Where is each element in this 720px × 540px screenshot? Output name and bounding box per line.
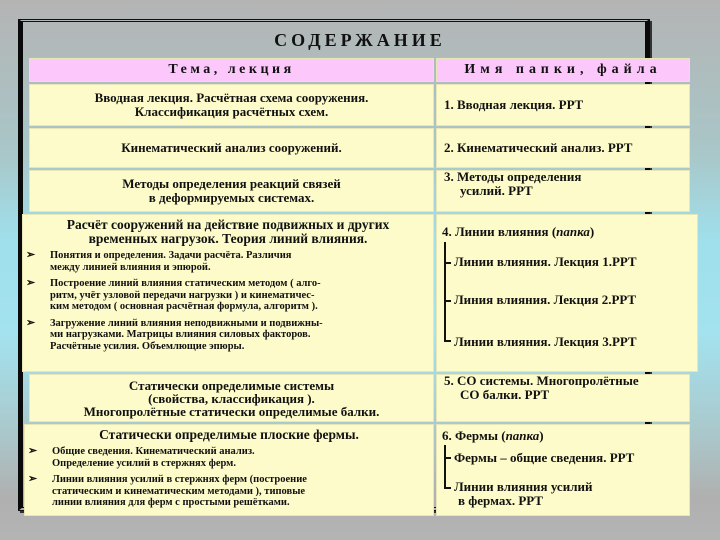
topic-line: (свойства, классификация ). [148,390,315,406]
folder-link[interactable]: 6. Фермы (папка) [442,428,544,443]
header-topic: Тема, лекция [29,58,434,82]
topic-line: Расчёт сооружений на действие подвижных и других [66,217,390,232]
bullet-list [24,446,434,514]
row-4-topic [22,214,434,372]
topic-line: Статически определимые плоские фермы. [99,427,359,442]
topic-line: Классификация расчётных схем. [134,104,329,119]
topic-line: Вводная лекция. Расчётная схема сооружения. [94,90,369,105]
bullet-item: ➢ Загружение линий влияния неподвижными и подвижны- ми нагрузками. Матрицы влияния силовых факторов. Расчётные усилия. Объемлющие эпюры. [26,316,323,352]
folder-tree-4 [436,214,698,372]
row-2-topic [29,128,434,168]
file-link[interactable]: Линия влияния. Лекция 2.PPT [454,292,637,307]
file-link[interactable]: 1. Вводная лекция. PPT [444,97,584,112]
topic-line: Многопролётные статически определимые балки. [83,403,380,419]
file-link[interactable]: в фермах. PPT [458,493,543,508]
file-link[interactable]: 3. Методы определения [444,169,582,184]
tree-tick [444,262,451,264]
folder-tree-6 [436,424,690,516]
arrowhead-bullet-icon: ➢ [28,473,38,485]
topic-line: временных нагрузок. Теория линий влияния. [88,231,368,246]
row-1-file[interactable] [436,84,690,126]
file-link[interactable]: Линии влияния. Лекция 1.PPT [454,254,637,269]
bullet-item: ➢ Общие сведения. Кинематический анализ. Определение усилий в стержнях ферм. [28,445,255,469]
row-5-topic [29,374,434,422]
topic-line: Методы определения реакций связей [122,176,341,191]
file-link[interactable]: 2. Кинематический анализ. PPT [444,140,633,155]
topic-line: Кинематический анализ сооружений. [121,140,342,155]
row-5-file[interactable] [436,374,690,422]
file-link[interactable]: Фермы – общие сведения. PPT [454,450,635,465]
bullet-list [22,250,434,357]
tree-tick [444,457,451,459]
tree-tick [444,487,451,489]
file-link[interactable]: СО балки. PPT [460,387,550,402]
row-2-file[interactable] [436,128,690,168]
arrowhead-bullet-icon: ➢ [26,316,36,329]
folder-link[interactable]: 4. Линии влияния (папка) [442,224,595,239]
tree-line [444,445,446,489]
file-link[interactable]: усилий. PPT [460,183,533,198]
arrowhead-bullet-icon: ➢ [26,277,36,289]
page-title: СОДЕРЖАНИЕ [274,30,446,50]
row-3-file[interactable] [436,170,690,212]
bullet-item: ➢ Построение линий влияния статическим методом ( алго- ритм, учёт узловой передачи нагрузки ) и кинематичес- ким методом ( основная расчётная формула, алгоритм ). [26,277,321,312]
bullet-item: ➢ Линии влияния усилий в стержнях ферм (построение статическим и кинематическим методами ), типовые линии влияния для ферм с простыми решётками. [28,473,307,508]
file-link[interactable]: 5. СО системы. Многопролётные [444,373,639,388]
tree-tick [444,300,451,302]
topic-line: Статически определимые системы [128,377,335,393]
file-link[interactable]: Линии влияния усилий [454,479,593,494]
file-link[interactable]: Линии влияния. Лекция 3.PPT [454,334,637,349]
header-file: Имя папки, файла [436,58,690,82]
row-1-topic [29,84,434,126]
tree-line [444,242,446,342]
row-6-topic [24,424,434,516]
tree-tick [444,340,451,342]
bullet-item: ➢ Понятия и определения. Задачи расчёта. Различия между линией влияния и эпюрой. [26,249,292,273]
row-3-topic [29,170,434,212]
arrowhead-bullet-icon: ➢ [26,249,36,261]
arrowhead-bullet-icon: ➢ [28,445,38,457]
topic-line: в деформируемых системах. [148,190,315,205]
